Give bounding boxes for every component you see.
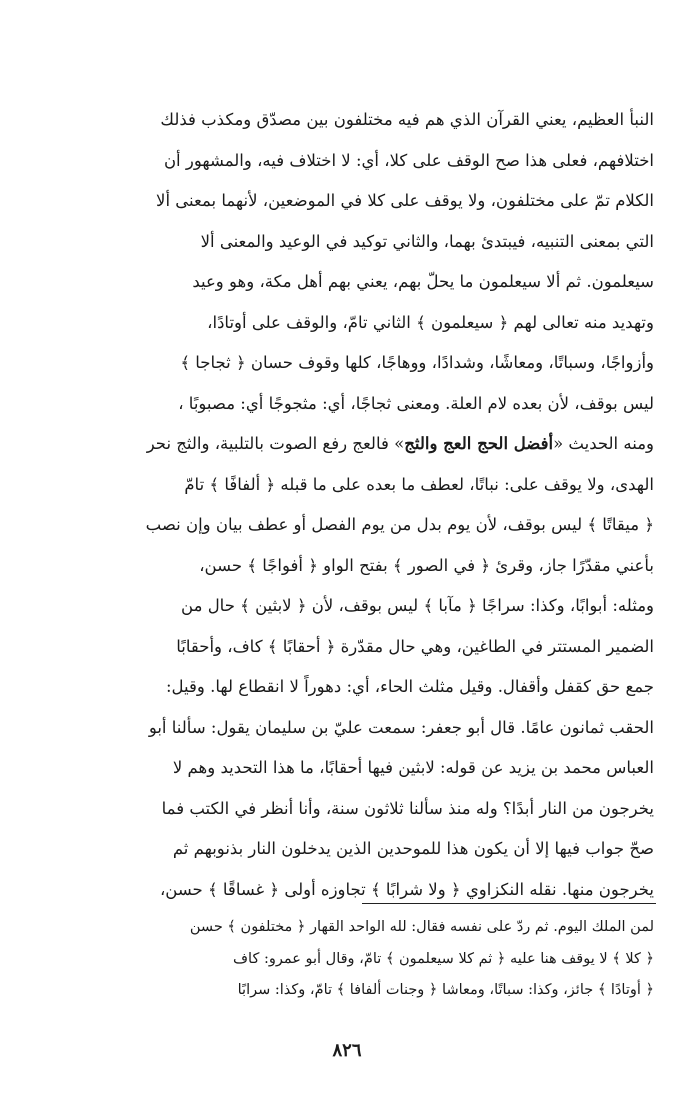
text-line: يخرجون من النار أبدًا؟ وله منذ سألنا ثلاثون سنة، وأنا أنظر في الكتب فما bbox=[161, 798, 654, 818]
text-line: ومثله: أبوابًا، وكذا: سراجًا ﴿ مآبا ﴾ ليس بوقف، لأن ﴿ لابثين ﴾ حال من bbox=[181, 596, 654, 615]
text-line: وأزواجًا، وسباتًا، ومعاشًا، وشدادًا، ووهاجًا، كلها وقوف حسان ﴿ ثجاجا ﴾ bbox=[180, 353, 654, 372]
text-line: الكلام تمّ على مختلفون، ولا يوقف على كلا في الموضعين، لأنهما بمعنى ألا bbox=[156, 191, 654, 210]
text-line: بأعني مقدّرًا جاز، وقرئ ﴿ في الصور ﴾ بفتح الواو ﴿ أفواجًا ﴾ حسن، bbox=[199, 555, 654, 575]
text-fragment: ومنه الحديث « bbox=[553, 434, 654, 453]
text-line: وتهديد منه تعالى لهم ﴿ سيعلمون ﴾ الثاني تامّ، والوقف على أوتادًا، bbox=[207, 312, 654, 332]
footnote-line: ﴿ أوتادًا ﴾ جائز، وكذا: سباتًا، ومعاشا ﴿ وجنات ألفافا ﴾ تامّ، وكذا: سرابًا bbox=[237, 982, 654, 998]
text-line: ليس بوقف، لأن بعده لام العلة. ومعنى ثجاجًا، أي: مثجوجًا أي: مصبوبًا ، bbox=[178, 393, 654, 413]
text-fragment: » فالعج رفع الصوت بالتلبية، والثج نحر bbox=[146, 434, 405, 453]
text-line: صحّ جواب فيها إلا أن يكون هذا للموحدين الذين يدخلون النار بذنوبهم ثم bbox=[172, 839, 654, 858]
text-line: جمع حق كقفل وأقفال. وقيل مثلث الحاء، أي: دهوراً لا انقطاع لها. وقيل: bbox=[165, 677, 654, 696]
text-line: العباس محمد بن يزيد عن قوله: لابثين فيها أحقابًا، ما هذا التحديد وهم لا bbox=[172, 758, 654, 777]
text-line bbox=[40, 424, 654, 465]
text-line: التي بمعنى التنبيه، فيبتدئ بهما، والثاني توكيد في الوعيد والمعنى ألا bbox=[200, 231, 654, 251]
main-text bbox=[40, 100, 654, 910]
text-line: الضمير المستتر في الطاغين، وهي حال مقدّرة ﴿ أحقابًا ﴾ كاف، وأحقابًا bbox=[176, 636, 654, 656]
text-line: ﴿ ميقاتًا ﴾ ليس بوقف، لأن يوم بدل من يوم الفصل أو عطف بيان وإن نصب bbox=[145, 515, 654, 534]
text-line: الحقب ثمانون عامًا. قال أبو جعفر: سمعت عليّ بن سليمان يقول: سألنا أبو bbox=[148, 717, 654, 737]
text-line: النبأ العظيم، يعني القرآن الذي هم فيه مختلفون بين مصدّق ومكذب فذلك bbox=[160, 110, 654, 129]
footnote-line: ﴿ كلا ﴾ لا يوقف هنا عليه ﴿ ثم كلا سيعلمون ﴾ تامّ، وقال أبو عمرو: كاف bbox=[233, 950, 654, 967]
footnote-line: لمن الملك اليوم. ثم ردّ على نفسه فقال: لله الواحد القهار ﴿ مختلفون ﴾ حسن bbox=[189, 919, 654, 935]
page-number: ٨٢٦ bbox=[332, 1040, 362, 1061]
footnotes bbox=[40, 912, 654, 1007]
text-line: الهدى، ولا يوقف على: نباتًا، لعطف ما بعده على ما قبله ﴿ ألفافًا ﴾ تامّ bbox=[184, 474, 654, 494]
text-line: يخرجون منها. نقله النكزاوي ﴿ ولا شرابًا ﴾ تجاوزه أولى ﴿ غساقًا ﴾ حسن، bbox=[159, 879, 654, 899]
hadith-quote: أفضل الحج العج والثج bbox=[404, 434, 554, 453]
text-line: اختلافهم، فعلى هذا صح الوقف على كلا، أي: لا اختلاف فيه، والمشهور أن bbox=[163, 150, 654, 170]
text-line: سيعلمون. ثم ألا سيعلمون ما يحلّ بهم، يعني بهم أهل مكة، وهو وعيد bbox=[192, 272, 654, 291]
footnote-separator bbox=[362, 903, 656, 904]
